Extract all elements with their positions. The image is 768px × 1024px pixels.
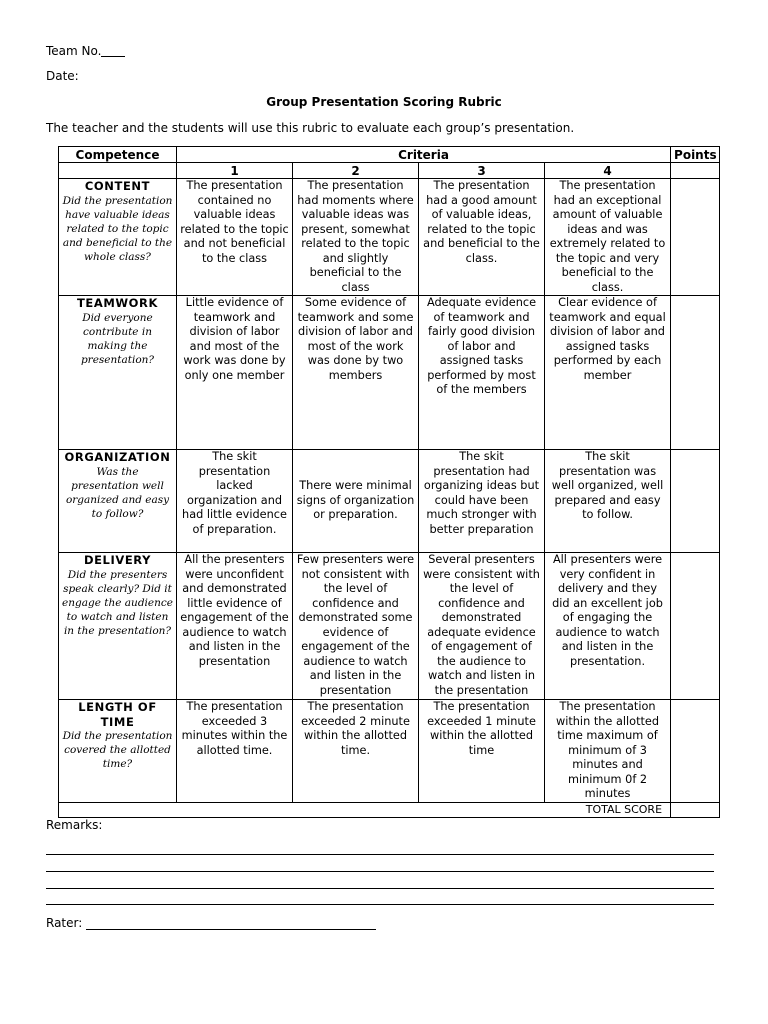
- header-competence: Competence: [59, 147, 177, 163]
- competence-cell: [59, 553, 177, 700]
- header-criteria: Criteria: [177, 147, 671, 163]
- team-number-blank: [101, 56, 125, 57]
- intro-text: The teacher and the students will use this rubric to evaluate each group’s presentation.: [46, 121, 575, 135]
- team-number-label: Team No.: [46, 44, 102, 58]
- competence-question: Did everyone contribute in making the presentation?: [80, 311, 155, 366]
- page-title: Group Presentation Scoring Rubric: [266, 95, 502, 109]
- header-points: Points: [671, 147, 720, 163]
- date-label: Date:: [46, 69, 79, 83]
- criteria-cell: The skit presentation lacked organization and had little evidence of preparation.: [177, 450, 293, 553]
- rubric-row-length-of-time: [59, 700, 720, 803]
- remarks-line: [46, 854, 714, 855]
- rater-line: [86, 929, 376, 930]
- points-cell: [671, 450, 720, 553]
- criteria-cell: Few presenters were not consistent with the level of confidence and demonstrated some evidence of engagement of the audience to watch and listen in the presentation: [293, 553, 419, 700]
- points-cell: [671, 700, 720, 803]
- level-3: 3: [419, 163, 545, 179]
- criteria-cell: All the presenters were unconfident and demonstrated little evidence of engagement of the audience to watch and listen in the presentation: [177, 553, 293, 700]
- rubric-row-organization: [59, 450, 720, 553]
- rubric-table: [58, 146, 720, 818]
- rater-label: Rater:: [46, 916, 83, 930]
- competence-name: CONTENT: [84, 179, 151, 193]
- criteria-cell: There were minimal signs of organization or preparation.: [293, 450, 419, 553]
- criteria-cell: Clear evidence of teamwork and equal division of labor and assigned tasks performed by each member: [545, 296, 671, 450]
- remarks-label: Remarks:: [46, 818, 103, 832]
- remarks-line: [46, 871, 714, 872]
- total-score-value: [671, 802, 720, 817]
- criteria-cell: Little evidence of teamwork and division of labor and most of the work was done by only one member: [177, 296, 293, 450]
- competence-name: ORGANIZATION: [64, 450, 171, 464]
- competence-cell: [59, 450, 177, 553]
- competence-question: Did the presentation have valuable ideas related to the topic and beneficial to the whole class?: [62, 194, 173, 263]
- competence-cell: [59, 700, 177, 803]
- criteria-cell: The presentation exceeded 2 minute within the allotted time.: [293, 700, 419, 803]
- competence-cell: [59, 179, 177, 296]
- competence-name: LENGTH OF TIME: [78, 700, 157, 729]
- criteria-cell: The presentation contained no valuable ideas related to the topic and not beneficial to the class: [177, 179, 293, 296]
- criteria-cell: The presentation had an exceptional amount of valuable ideas and was extremely related to the topic and very beneficial to the class.: [545, 179, 671, 296]
- total-score-label: TOTAL SCORE: [59, 802, 671, 817]
- criteria-cell: Some evidence of teamwork and some division of labor and most of the work was done by two members: [293, 296, 419, 450]
- criteria-cell: The presentation within the allotted time maximum of minimum of 3 minutes and minimum 0f 2 minutes: [545, 700, 671, 803]
- rubric-row-content: [59, 179, 720, 296]
- criteria-cell: All presenters were very confident in delivery and they did an excellent job of engaging the audience to watch and listen in the presentation.: [545, 553, 671, 700]
- criteria-cell: Adequate evidence of teamwork and fairly good division of labor and assigned tasks performed by most of the members: [419, 296, 545, 450]
- points-cell: [671, 553, 720, 700]
- level-1: 1: [177, 163, 293, 179]
- competence-question: Did the presenters speak clearly? Did it engage the audience to watch and listen in the presentation?: [62, 568, 173, 637]
- criteria-cell: The presentation had a good amount of valuable ideas, related to the topic and beneficial to the class.: [419, 179, 545, 296]
- criteria-cell: The presentation exceeded 3 minutes within the allotted time.: [177, 700, 293, 803]
- remarks-line: [46, 888, 714, 889]
- criteria-cell: The presentation exceeded 1 minute within the allotted time: [419, 700, 545, 803]
- competence-question: Did the presentation covered the allotted time?: [62, 730, 173, 770]
- criteria-cell: The presentation had moments where valuable ideas was present, somewhat related to the topic and slightly beneficial to the class: [293, 179, 419, 296]
- criteria-cell: Several presenters were consistent with the level of confidence and demonstrated adequate evidence of engagement of the audience to watch and listen in the presentation: [419, 553, 545, 700]
- competence-name: TEAMWORK: [76, 296, 159, 310]
- points-cell: [671, 179, 720, 296]
- criteria-cell: The skit presentation had organizing ideas but could have been much stronger with better preparation: [419, 450, 545, 553]
- points-cell: [671, 296, 720, 450]
- competence-name: DELIVERY: [83, 553, 152, 567]
- blank-cell: [671, 163, 720, 179]
- competence-question: Was the presentation well organized and easy to follow?: [65, 465, 170, 520]
- criteria-cell: The skit presentation was well organized, well prepared and easy to follow.: [545, 450, 671, 553]
- competence-cell: [59, 296, 177, 450]
- total-row: [59, 802, 720, 817]
- rater-field: [46, 916, 376, 930]
- level-4: 4: [545, 163, 671, 179]
- rubric-row-delivery: [59, 553, 720, 700]
- level-2: 2: [293, 163, 419, 179]
- team-number-field: [46, 44, 125, 58]
- blank-cell: [59, 163, 177, 179]
- rubric-row-teamwork: [59, 296, 720, 450]
- remarks-line: [46, 904, 714, 905]
